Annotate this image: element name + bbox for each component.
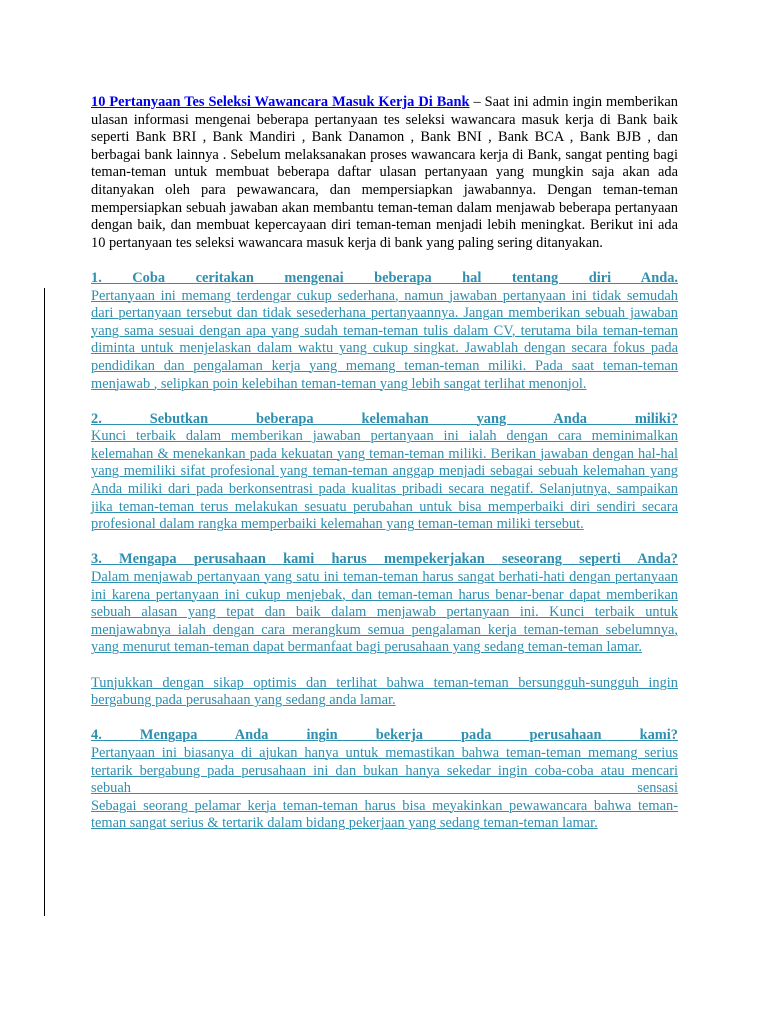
question-block-1[interactable] <box>91 270 678 393</box>
question-heading[interactable]: 1. Coba ceritakan mengenai beberapa hal tentang diri Anda. <box>91 269 678 286</box>
question-block-2[interactable] <box>91 411 678 534</box>
answer-text[interactable]: Tunjukkan dengan sikap optimis dan terlihat bahwa teman-teman bersungguh-sungguh ingin bergabung pada perusahaan yang sedang anda lamar. <box>91 674 678 709</box>
article-title-link[interactable]: 10 Pertanyaan Tes Seleksi Wawancara Masuk Kerja Di Bank <box>91 94 470 110</box>
answer-text[interactable]: Kunci terbaik dalam memberikan jawaban pertanyaan ini ialah dengan cara meminimalkan kelemahan & menekankan pada kekuatan yang teman-teman miliki. Berikan jawaban dengan hal-hal yang memiliki sifat profesional yang teman-teman anggap menjadi sebagai sebuah kelemahan yang Anda miliki dari pada berkonsentrasi pada kualitas pribadi secara negatif. Selanjutnya, sampaikan jika teman-teman terus melakukan sesuatu perubahan untuk bisa memperbaiki diri sendiri secara profesional dalam rangka memperbaiki kelemahan yang teman-teman miliki tersebut. <box>91 428 678 533</box>
answer-text-continued[interactable]: Sebagai seorang pelamar kerja teman-teman harus bisa meyakinkan pewawancara bahwa teman-teman sangat serius & tertarik dalam bidang pekerjaan yang sedang teman-teman lamar. <box>91 797 678 832</box>
answer-text[interactable]: Dalam menjawab pertanyaan yang satu ini teman-teman harus sangat berhati-hati dengan pertanyaan ini karena pertanyaan ini cukup menjebak, dan teman-teman harus benar-benar dapat memberikan sebuah alasan yang tepat dan baik dalam menjawab pertanyaan ini. Kunci terbaik untuk menjawabnya ialah dengan cara merangkum semua pengalaman kerja teman-teman sebelumnya, yang menurut teman-teman dapat bermanfaat bagi perusahaan yang sedang teman-teman lamar. <box>91 569 678 656</box>
question-heading[interactable]: 3. Mengapa perusahaan kami harus mempekerjakan seseorang seperti Anda? <box>91 551 678 568</box>
answer-paragraph-extra[interactable] <box>91 675 678 710</box>
intro-paragraph <box>91 94 678 252</box>
answer-text[interactable]: Pertanyaan ini biasanya di ajukan hanya untuk memastikan bahwa teman-teman memang serius tertarik bergabung pada perusahaan ini dan bukan hanya sekedar ingin coba-coba atau mencari sebuah sensasi <box>91 744 678 797</box>
question-heading[interactable]: 2. Sebutkan beberapa kelemahan yang Anda miliki? <box>91 410 678 427</box>
question-block-3[interactable] <box>91 551 678 657</box>
document-page <box>91 94 678 851</box>
question-block-4[interactable] <box>91 727 678 833</box>
margin-line <box>44 288 45 916</box>
answer-text[interactable]: Pertanyaan ini memang terdengar cukup sederhana, namun jawaban pertanyaan ini tidak semudah dari pertanyaan tersebut dan tidak sesederhana pertanyaannya. Jangan memberikan sebuah jawaban yang sama sesuai dengan apa yang sudah teman-teman tulis dalam CV, terutama bila teman-teman diminta untuk menjelaskan dalam waktu yang cukup singkat. Jawablah dengan secara fokus pada pendidikan dan pengalaman kerja yang memang teman-teman miliki. Pada saat teman-teman menjawab , selipkan poin kelebihan teman-teman yang lebih sangat terlihat menonjol. <box>91 287 678 392</box>
question-heading[interactable]: 4. Mengapa Anda ingin bekerja pada perusahaan kami? <box>91 727 678 744</box>
intro-text: – Saat ini admin ingin memberikan ulasan informasi mengenai beberapa pertanyaan tes seleksi wawancara masuk kerja di Bank baik seperti Bank BRI , Bank Mandiri , Bank Danamon , Bank BNI , Bank BCA , Bank BJB , dan berbagai bank lainnya . Sebelum melaksanakan proses wawancara kerja di Bank, sangat penting bagi teman-teman untuk membuat beberapa daftar ulasan pertanyaan yang mungkin saja akan ada ditanyakan oleh para pewawancara, dan mempersiapkan jawabannya. Dengan teman-teman mempersiapkan sebuah jawaban akan membantu teman-teman dalam menjawab beberapa pertanyaan dengan baik, dan membuat kepercayaan diri teman-teman menjadi lebih meningkat. Berikut ini ada 10 pertanyaan tes seleksi wawancara masuk kerja di bank yang paling sering ditanyakan. <box>91 94 678 251</box>
